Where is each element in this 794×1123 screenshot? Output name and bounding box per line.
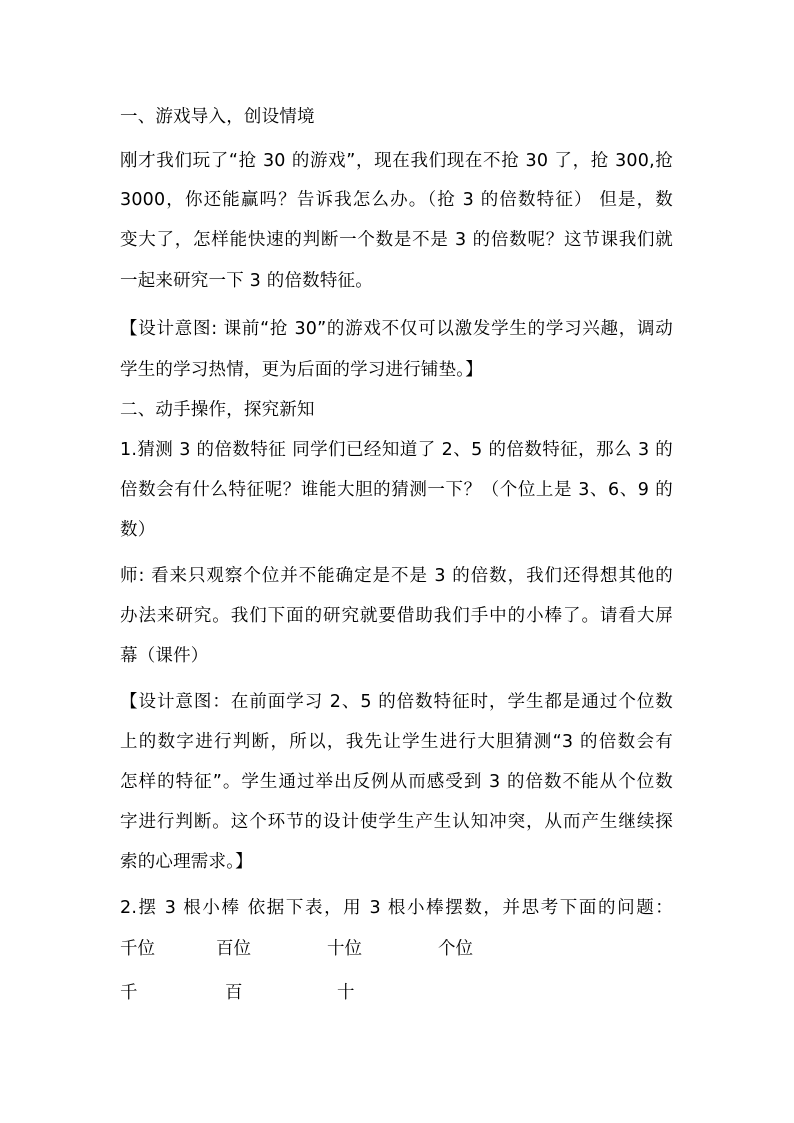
paragraph-line: 办法来研究。我们下面的研究就要借助我们手中的小棒了。请看大屏 xyxy=(120,606,673,626)
paragraph-line: 数） xyxy=(120,520,156,540)
design-note-line: 怎样的特征”。学生通过举出反例从而感受到 3 的倍数不能从个位数 xyxy=(120,772,673,792)
design-note-line: 字进行判断。这个环节的设计使学生产生认知冲突，从而产生继续探 xyxy=(120,812,673,832)
paragraph-line: 刚才我们玩了“抢 30 的游戏”，现在我们现在不抢 30 了，抢 300,抢 xyxy=(120,151,673,171)
paragraph-line: 幕（课件） xyxy=(120,646,209,666)
paragraph-line: 1.猜测 3 的倍数特征 同学们已经知道了 2、5 的倍数特征，那么 3 的 xyxy=(120,440,673,460)
paragraph-line: 师: 看来只观察个位并不能确定是不是 3 的倍数，我们还得想其他的 xyxy=(120,566,673,586)
paragraph-line: 3000，你还能赢吗？告诉我怎么办。（抢 3 的倍数特征） 但是，数 xyxy=(120,190,673,210)
section-heading-2: 二、动手操作，探究新知 xyxy=(120,400,315,420)
design-note-line: 上的数字进行判断，所以，我先让学生进行大胆猜测“3 的倍数会有 xyxy=(120,732,673,752)
design-note-line: 【设计意图：在前面学习 2、5 的倍数特征时，学生都是通过个位数 xyxy=(120,692,673,712)
design-note-line: 【设计意图: 课前“抢 30”的游戏不仅可以激发学生的学习兴趣，调动 xyxy=(120,319,673,339)
table-cell-hundreds: 百 xyxy=(225,983,243,1003)
paragraph-line: 变大了，怎样能快速的判断一个数是不是 3 的倍数呢？这节课我们就 xyxy=(120,230,673,250)
design-note-line: 索的心理需求。】 xyxy=(120,852,253,872)
table-header-tens: 十位 xyxy=(327,939,362,959)
paragraph-line: 倍数会有什么特征呢？谁能大胆的猜测一下？（个位上是 3、6、9 的 xyxy=(120,480,673,500)
paragraph-line: 一起来研究一下 3 的倍数特征。 xyxy=(120,271,373,291)
table-header-hundreds: 百位 xyxy=(216,939,251,959)
table-cell-tens: 十 xyxy=(337,983,355,1003)
paragraph-line: 2.摆 3 根小棒 依据下表，用 3 根小棒摆数，并思考下面的问题： xyxy=(120,898,673,918)
section-heading-1: 一、游戏导入，创设情境 xyxy=(120,107,315,127)
table-header-thousands: 千位 xyxy=(120,939,155,959)
table-cell-thousands: 千 xyxy=(120,983,138,1003)
table-header-ones: 个位 xyxy=(438,939,473,959)
design-note-line: 学生的学习热情，更为后面的学习进行铺垫。】 xyxy=(120,360,483,380)
